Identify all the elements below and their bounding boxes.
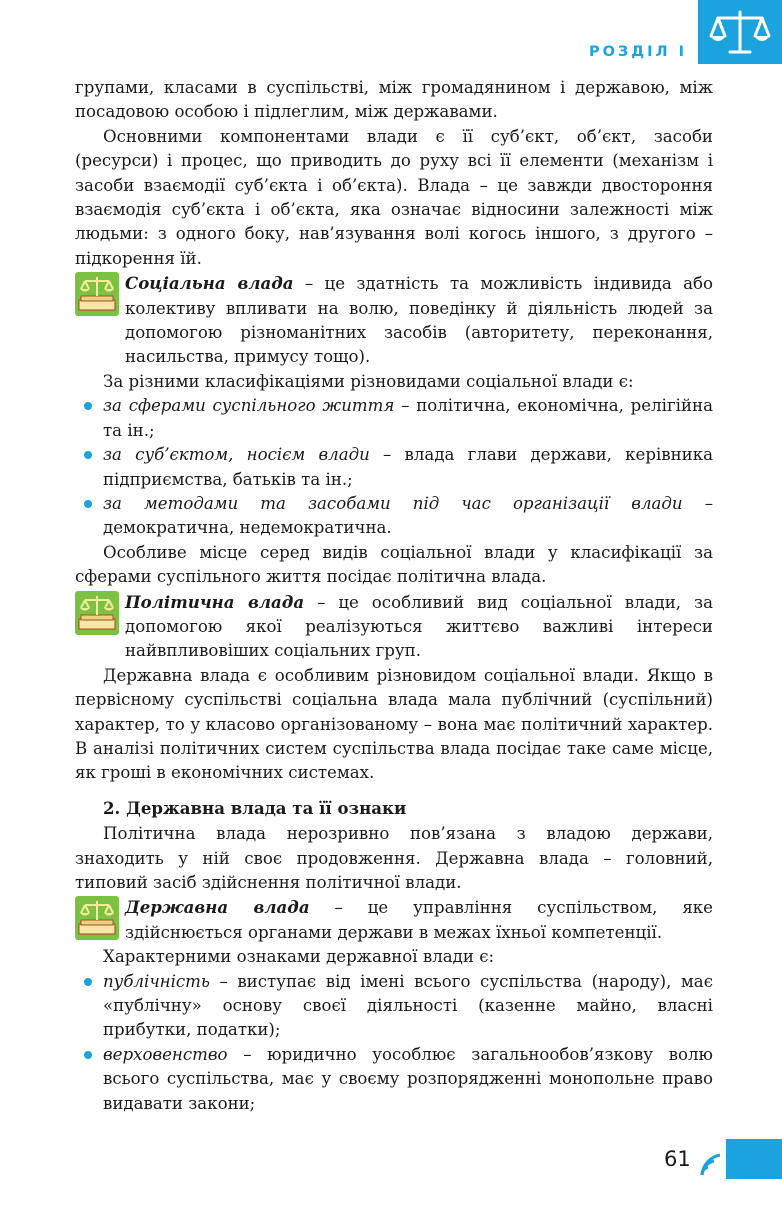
book-scales-icon [75,896,119,940]
definition-term: Державна влада [125,897,310,918]
definition-text: – це управління суспільством, яке здійснюється органами держави в межах їхньої компетенції. [125,898,714,942]
list-item: верховенство – юридично уособлює загальнообов’язкову волю всього суспільства, має у своєму розпорядженні монопольне право видавати закони; [75,1043,713,1116]
definition-term: Соціальна влада [125,273,294,294]
list-item: за суб’єктом, носієм влади – влада глави держави, керівника підприємства, батьків та ін.; [75,443,713,492]
section-label: РОЗДІЛ І [588,44,687,60]
section-tab [698,0,782,64]
list-item: публічність – виступає від імені всього суспільства (народу), має «публічну» основу своєї діяльності (казенне майно, власні прибутки, податки); [75,970,713,1043]
paragraph: Характерними ознаками державної влади є: [103,947,495,967]
list-item: за сферами суспільного життя – політична, економічна, релігійна та ін.; [75,394,713,443]
page-content [75,76,713,1116]
definition-text: – це здатність та можливість індивида або колективу впливати на волю, поведінку й діяльність людей за допомогою різноманітних засобів (авторитету, переконання, насильства, примусу тощо). [125,274,714,367]
paragraph: Державна влада є особливим різновидом соціальної влади. Якщо в первісному суспільстві соціальна влада мала публічний (суспільний) характер, то у класово організованому – вона має політичний характер. В аналізі політичних систем суспільства влада посідає таке саме місце, як гроші в економічних системах. [75,665,713,783]
paragraph: За різними класифікаціями різновидами соціальної влади є: [103,371,634,391]
page-number: 61 [664,1147,691,1171]
bullet-list [75,970,713,1116]
bullet-list [75,394,713,540]
book-scales-icon [75,272,119,316]
paragraph: Особливе місце серед видів соціальної влади у класифікації за сферами суспільного життя посідає політична влада. [75,542,713,587]
paragraph: Основними компонентами влади є її суб’єкт, об’єкт, засоби (ресурси) і процес, що приводить до руху всі її елементи (механізм і засоби взаємодії суб’єкта і об’єкта). Влада – це завжди двостороння взаємодія суб’єкта і об’єкта, яка означає відносини залежності між людьми: з одного боку, нав’язування волі когось іншого, з другого – підкорення їй. [75,126,713,268]
definition-social-power [75,271,713,370]
section-heading: 2. Державна влада та її ознаки [103,797,407,818]
definition-text: – це особливий вид соціальної влади, за допомогою якої реалізуються життєво важливі інтереси найвпливовіших соціальних груп. [125,592,714,661]
list-item: за методами та засобами під час організації влади – демократична, недемократична. [75,492,713,541]
paragraph: Політична влада нерозривно пов’язана з владою держави, знаходить у ній своє продовження. Державна влада – головний, типовий засіб здійснення політичної влади. [75,824,713,892]
definition-state-power [75,895,713,945]
scales-icon [708,8,772,58]
paragraph: групами, класами в суспільстві, між громадянином і державою, між посадовою особою і підлеглим, між державами. [75,78,713,122]
page-corner-decoration [700,1139,782,1179]
definition-term: Політична влада [125,591,305,612]
definition-political-power [75,590,713,664]
book-scales-icon [75,591,119,635]
